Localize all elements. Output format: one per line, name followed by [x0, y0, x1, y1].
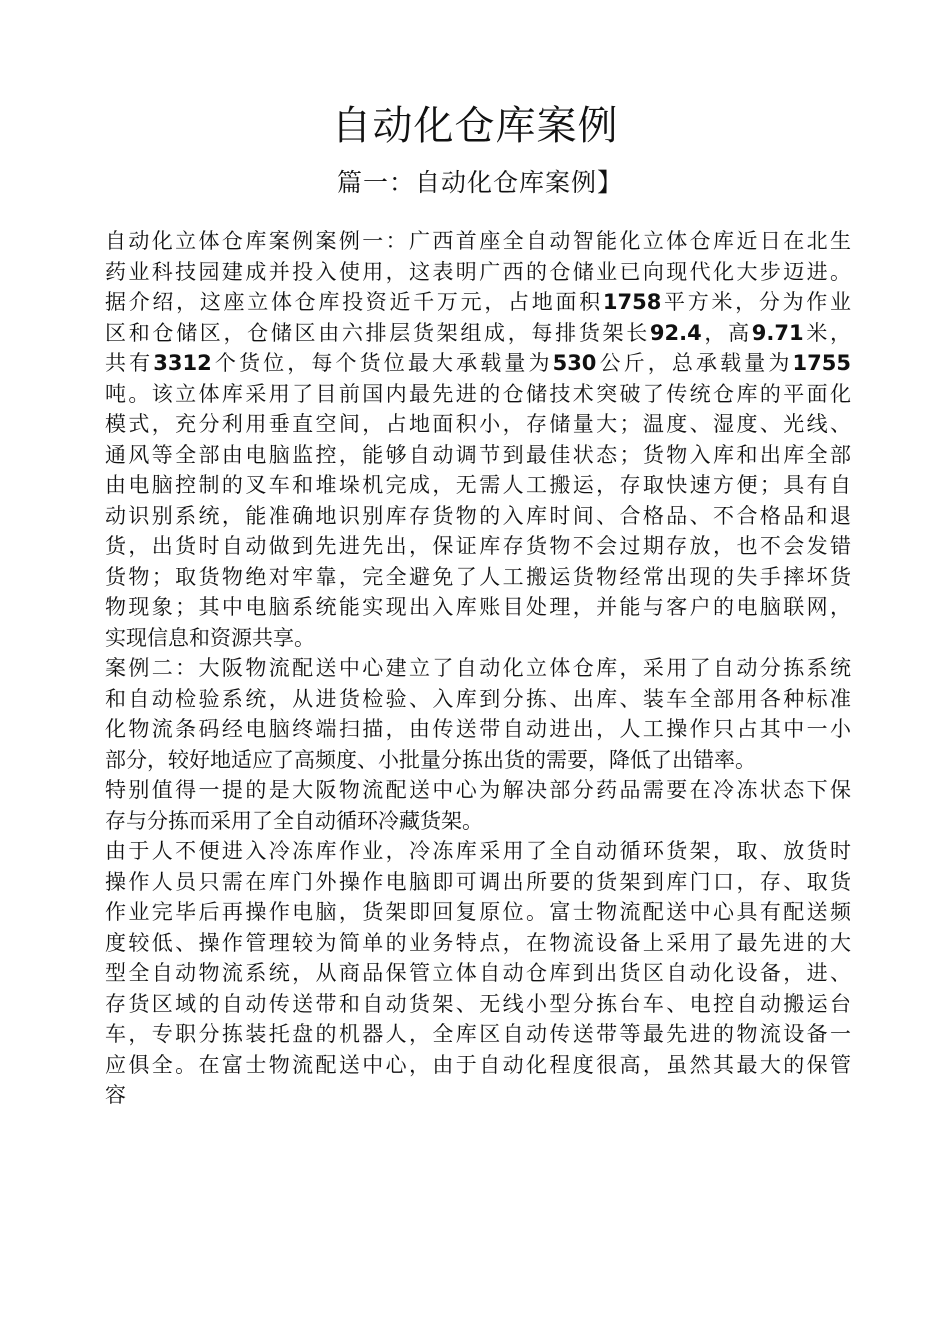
- body-line: 操作人员只需在库门外操作电脑即可调出所要的货架到库门口，存、取货: [105, 869, 851, 894]
- body-line: 实现信息和资源共享。: [105, 625, 315, 650]
- body-line: 货，出货时自动做到先进先出，保证库存货物不会过期存放，也不会发错: [105, 534, 851, 558]
- body-line: 应俱全。在富士物流配送中心，由于自动化程度很高，虽然其最大的保管: [105, 1052, 851, 1077]
- body-line: 部分，较好地适应了高频度、小批量分拣出货的需要，降低了出错率。: [105, 747, 756, 772]
- body-line: 存与分拣而采用了全自动循环冷藏货架。: [105, 808, 483, 833]
- body-line: 由电脑控制的叉车和堆垛机完成，无需人工搬运，存取快速方便；具有自: [105, 473, 851, 497]
- body-line: 自动化立体仓库案例案例一：广西首座全自动智能化立体仓库近日在北生: [105, 229, 851, 253]
- body-line: 型全自动物流系统，从商品保管立体自动仓库到出货区自动化设备，进、: [105, 961, 851, 985]
- body-line: 作业完毕后再操作电脑，货架即回复原位。富士物流配送中心具有配送频: [105, 900, 851, 924]
- body-line: 区和仓储区，仓储区由六排层货架组成，每排货架长92.4，高9.71米，: [105, 320, 852, 345]
- body-line: 度较低、操作管理较为简单的业务特点，在物流设备上采用了最先进的大: [105, 930, 851, 955]
- body-line: 共有3312个货位，每个货位最大承载量为530公斤，总承载量为1755: [105, 351, 851, 375]
- body-line: 据介绍，这座立体仓库投资近千万元，占地面积1758平方米，分为作业: [105, 290, 852, 314]
- body-line: 化物流条码经电脑终端扫描，由传送带自动进出，人工操作只占其中一小: [105, 717, 851, 741]
- body-line: 存货区域的自动传送带和自动货架、无线小型分拣台车、电控自动搬运台: [105, 991, 851, 1016]
- body-line: 通风等全部由电脑监控，能够自动调节到最佳状态；货物入库和出库全部: [105, 442, 851, 467]
- body-line: 货物；取货物绝对牢靠，完全避免了人工搬运货物经常出现的失手摔坏货: [105, 564, 851, 589]
- body-line: 容: [105, 1083, 126, 1107]
- document-subtitle: 篇一：自动化仓库案例】: [336, 168, 623, 197]
- body-line: 特别值得一提的是大阪物流配送中心为解决部分药品需要在冷冻状态下保: [105, 778, 851, 802]
- document-body: [105, 226, 851, 1111]
- body-line: 吨。该立体库采用了目前国内最先进的仓储技术突破了传统仓库的平面化: [105, 381, 851, 406]
- body-line: 药业科技园建成并投入使用，这表明广西的仓储业已向现代化大步迈进。: [105, 259, 851, 284]
- body-line: 案例二：大阪物流配送中心建立了自动化立体仓库，采用了自动分拣系统: [105, 656, 851, 680]
- body-line: 和自动检验系统，从进货检验、入库到分拣、出库、装车全部用各种标准: [105, 686, 851, 711]
- body-line: 车，专职分拣装托盘的机器人，全库区自动传送带等最先进的物流设备一: [105, 1022, 851, 1046]
- body-line: 物现象；其中电脑系统能实现出入库账目处理，并能与客户的电脑联网，: [105, 595, 851, 619]
- body-line: 由于人不便进入冷冻库作业，冷冻库采用了全自动循环货架，取、放货时: [105, 839, 851, 863]
- body-line: 模式，充分利用垂直空间，占地面积小，存储量大；温度、湿度、光线、: [105, 412, 851, 436]
- document-title: 自动化仓库案例: [331, 103, 619, 149]
- body-line: 动识别系统，能准确地识别库存货物的入库时间、合格品、不合格品和退: [105, 503, 851, 528]
